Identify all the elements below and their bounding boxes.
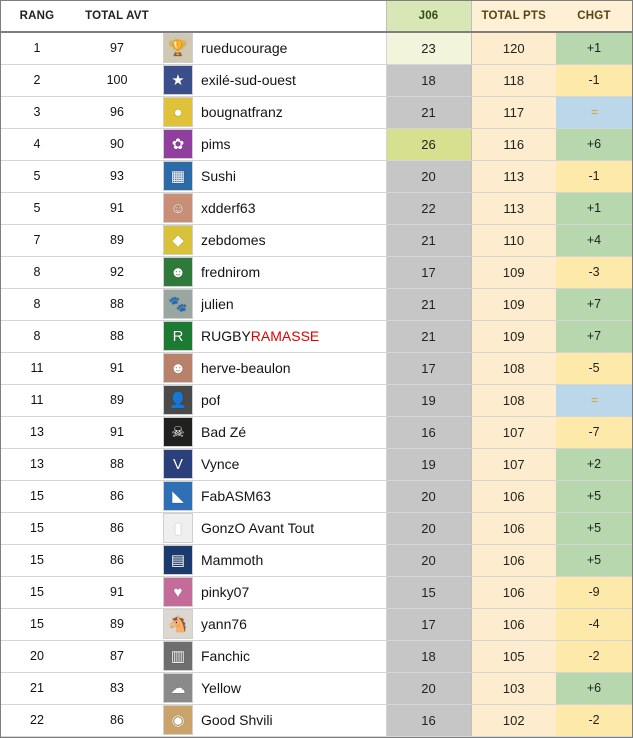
table-header (1, 1, 632, 32)
cell-j06: 21 (386, 288, 471, 320)
player-cell-content (161, 97, 386, 127)
cell-total-avt: 88 (73, 288, 161, 320)
player-name-text: bougnatfranz (201, 104, 283, 120)
cell-chgt: +7 (556, 320, 632, 352)
avatar-glyph-icon: 🐴 (168, 615, 188, 633)
cell-rang: 13 (1, 448, 73, 480)
cell-j06: 16 (386, 704, 471, 736)
cell-rang: 15 (1, 512, 73, 544)
cell-chgt: -7 (556, 416, 632, 448)
avatar-good-shvili (163, 705, 193, 735)
table-row (1, 96, 632, 128)
avatar-yann76 (163, 609, 193, 639)
player-cell-content (161, 33, 386, 63)
avatar-glyph-icon: 🏆 (168, 39, 188, 57)
cell-total-pts: 108 (471, 384, 556, 416)
cell-j06: 21 (386, 320, 471, 352)
cell-total-avt: 89 (73, 608, 161, 640)
avatar-glyph-icon: ☻ (170, 359, 186, 377)
cell-player (161, 352, 386, 384)
table-row (1, 416, 632, 448)
cell-total-pts: 107 (471, 416, 556, 448)
cell-j06: 20 (386, 160, 471, 192)
cell-total-avt: 87 (73, 640, 161, 672)
cell-chgt: +5 (556, 480, 632, 512)
cell-total-pts: 120 (471, 32, 556, 64)
player-name[interactable] (201, 264, 260, 280)
player-name[interactable] (201, 72, 296, 88)
player-name-text: frednirom (201, 264, 261, 280)
avatar-glyph-icon: ◣ (172, 487, 184, 505)
player-cell-content (161, 65, 386, 95)
avatar-glyph-icon: ◉ (171, 711, 185, 729)
player-name[interactable] (201, 424, 246, 440)
cell-rang: 7 (1, 224, 73, 256)
cell-j06: 21 (386, 96, 471, 128)
cell-total-pts: 108 (471, 352, 556, 384)
cell-total-pts: 110 (471, 224, 556, 256)
cell-j06: 19 (386, 448, 471, 480)
avatar-glyph-icon: ✿ (171, 135, 185, 153)
avatar-glyph-icon: R (172, 327, 184, 345)
cell-total-pts: 116 (471, 128, 556, 160)
cell-total-pts: 109 (471, 256, 556, 288)
cell-total-pts: 107 (471, 448, 556, 480)
player-cell-content (161, 257, 386, 287)
cell-j06: 17 (386, 256, 471, 288)
cell-rang: 11 (1, 352, 73, 384)
table-row (1, 544, 632, 576)
cell-total-avt: 89 (73, 384, 161, 416)
avatar-xdderf63 (163, 193, 193, 223)
avatar-pinky07 (163, 577, 193, 607)
column-header-chgt[interactable]: CHGT (556, 1, 632, 32)
cell-total-avt: 100 (73, 64, 161, 96)
cell-rang: 22 (1, 704, 73, 736)
cell-player (161, 480, 386, 512)
column-header-total-pts[interactable]: TOTAL PTS (471, 1, 556, 32)
player-name-text: Vynce (201, 456, 240, 472)
avatar-glyph-icon: ▮ (173, 519, 183, 537)
cell-player (161, 64, 386, 96)
cell-j06: 17 (386, 352, 471, 384)
cell-chgt: +1 (556, 32, 632, 64)
table-row (1, 64, 632, 96)
cell-rang: 5 (1, 160, 73, 192)
player-name-text: Sushi (201, 168, 237, 184)
cell-chgt (556, 384, 632, 416)
player-cell-content (161, 289, 386, 319)
avatar-rugbyramasse (163, 321, 193, 351)
cell-chgt: -5 (556, 352, 632, 384)
avatar-exile-sud-ouest (163, 65, 193, 95)
cell-total-avt: 91 (73, 416, 161, 448)
player-cell-content (161, 641, 386, 671)
cell-player (161, 384, 386, 416)
avatar-sushi (163, 161, 193, 191)
player-cell-content (161, 321, 386, 351)
equal-icon: = (590, 105, 597, 119)
cell-chgt (556, 96, 632, 128)
player-name-text: rueducourage (201, 40, 288, 57)
player-name-text: yann76 (201, 616, 247, 632)
cell-total-pts: 106 (471, 512, 556, 544)
cell-player (161, 512, 386, 544)
player-name[interactable] (201, 680, 241, 696)
cell-total-pts: 109 (471, 320, 556, 352)
player-name-text: GonzO Avant Tout (201, 520, 315, 536)
cell-chgt: -3 (556, 256, 632, 288)
cell-total-avt: 88 (73, 320, 161, 352)
avatar-bad-ze (163, 417, 193, 447)
cell-total-pts: 105 (471, 640, 556, 672)
cell-player (161, 288, 386, 320)
cell-rang: 21 (1, 672, 73, 704)
player-cell-content (161, 577, 386, 607)
player-name[interactable] (201, 360, 291, 376)
table-row (1, 320, 632, 352)
avatar-glyph-icon: ♥ (173, 583, 183, 601)
player-name-text: Mammoth (201, 552, 264, 568)
avatar-fabasm63 (163, 481, 193, 511)
cell-total-pts: 113 (471, 192, 556, 224)
cell-rang: 1 (1, 32, 73, 64)
table-row (1, 288, 632, 320)
cell-chgt: +1 (556, 192, 632, 224)
player-name[interactable] (201, 200, 255, 216)
player-name-text: xdderf63 (201, 200, 256, 216)
avatar-yellow (163, 673, 193, 703)
avatar-vynce (163, 449, 193, 479)
cell-chgt: +6 (556, 128, 632, 160)
ranking-table (1, 1, 632, 737)
cell-player (161, 32, 386, 64)
cell-rang: 11 (1, 384, 73, 416)
cell-j06: 23 (386, 32, 471, 64)
player-name-text: FabASM63 (201, 488, 272, 504)
cell-total-avt: 91 (73, 352, 161, 384)
cell-player (161, 96, 386, 128)
avatar-glyph-icon: ▥ (170, 647, 186, 665)
cell-j06: 19 (386, 384, 471, 416)
player-name[interactable] (201, 552, 263, 568)
cell-chgt: -1 (556, 160, 632, 192)
table-row (1, 448, 632, 480)
cell-j06: 20 (386, 512, 471, 544)
player-name[interactable] (201, 712, 273, 728)
cell-chgt: -2 (556, 704, 632, 736)
cell-chgt: +5 (556, 544, 632, 576)
player-name-text: Fanchic (201, 648, 251, 664)
cell-player (161, 160, 386, 192)
cell-rang: 15 (1, 576, 73, 608)
cell-j06: 20 (386, 672, 471, 704)
table-row (1, 672, 632, 704)
table-row (1, 640, 632, 672)
player-cell-content (161, 545, 386, 575)
cell-j06: 22 (386, 192, 471, 224)
cell-rang: 4 (1, 128, 73, 160)
avatar-glyph-icon: ◆ (172, 231, 184, 249)
avatar-glyph-icon: ☠ (171, 423, 185, 441)
player-name-text: pinky07 (201, 584, 250, 600)
table-row (1, 352, 632, 384)
player-cell-content (161, 193, 386, 223)
cell-rang: 8 (1, 320, 73, 352)
table-row (1, 480, 632, 512)
cell-j06: 26 (386, 128, 471, 160)
cell-total-pts: 109 (471, 288, 556, 320)
player-name[interactable] (201, 104, 283, 120)
avatar-herve-beaulon (163, 353, 193, 383)
player-name-text: pims (201, 136, 231, 152)
column-header-rang[interactable]: RANG (1, 1, 73, 32)
cell-total-avt: 91 (73, 192, 161, 224)
cell-total-pts: 118 (471, 64, 556, 96)
cell-total-avt: 86 (73, 512, 161, 544)
cell-rang: 5 (1, 192, 73, 224)
column-header-player[interactable] (161, 1, 386, 32)
cell-j06: 18 (386, 64, 471, 96)
player-cell-content (161, 129, 386, 159)
cell-rang: 13 (1, 416, 73, 448)
header-row (1, 1, 632, 32)
player-name-text: julien (201, 296, 234, 312)
cell-chgt: -2 (556, 640, 632, 672)
avatar-gonzo-avant-tout (163, 513, 193, 543)
cell-player (161, 672, 386, 704)
avatar-glyph-icon: 👤 (168, 391, 188, 409)
cell-total-avt: 88 (73, 448, 161, 480)
player-name[interactable] (201, 136, 231, 152)
player-name-text: pof (201, 392, 221, 408)
cell-total-avt: 83 (73, 672, 161, 704)
player-name[interactable] (201, 296, 234, 312)
avatar-glyph-icon: V (172, 455, 183, 473)
player-cell-content (161, 705, 386, 735)
player-name-text: exilé-sud-ouest (201, 72, 296, 88)
player-name-text: RUGBY (201, 328, 251, 344)
cell-total-pts: 103 (471, 672, 556, 704)
cell-player (161, 416, 386, 448)
cell-chgt: +6 (556, 672, 632, 704)
player-name[interactable] (201, 392, 220, 408)
cell-total-pts: 106 (471, 544, 556, 576)
avatar-julien (163, 289, 193, 319)
cell-j06: 21 (386, 224, 471, 256)
cell-player (161, 128, 386, 160)
cell-player (161, 608, 386, 640)
player-cell-content (161, 353, 386, 383)
avatar-glyph-icon: ▦ (170, 167, 186, 185)
avatar-bougnatfranz (163, 97, 193, 127)
player-name[interactable] (201, 616, 247, 632)
cell-rang: 15 (1, 544, 73, 576)
player-name[interactable] (201, 488, 271, 504)
table-row (1, 512, 632, 544)
player-name[interactable] (201, 648, 250, 664)
avatar-rueducourage (163, 33, 193, 63)
player-name[interactable] (201, 328, 319, 344)
cell-player (161, 320, 386, 352)
avatar-mammoth (163, 545, 193, 575)
cell-chgt: -9 (556, 576, 632, 608)
avatar-glyph-icon: ▤ (170, 551, 186, 569)
player-cell-content (161, 385, 386, 415)
avatar-glyph-icon: 🐾 (168, 295, 188, 313)
player-cell-content (161, 673, 386, 703)
cell-j06: 15 (386, 576, 471, 608)
cell-rang: 3 (1, 96, 73, 128)
avatar-glyph-icon: ★ (171, 71, 185, 89)
player-cell-content (161, 609, 386, 639)
player-name-highlight: RAMASSE (250, 328, 320, 344)
avatar-fanchic (163, 641, 193, 671)
player-cell-content (161, 161, 386, 191)
cell-player (161, 256, 386, 288)
cell-total-pts: 113 (471, 160, 556, 192)
player-name[interactable] (201, 520, 314, 536)
cell-chgt: +2 (556, 448, 632, 480)
cell-player (161, 224, 386, 256)
player-name-text: Bad Zé (201, 424, 247, 440)
cell-chgt: -4 (556, 608, 632, 640)
cell-j06: 18 (386, 640, 471, 672)
player-name[interactable] (201, 456, 239, 472)
cell-rang: 8 (1, 288, 73, 320)
cell-j06: 17 (386, 608, 471, 640)
cell-chgt: +5 (556, 512, 632, 544)
player-name-text: Good Shvili (201, 712, 273, 728)
player-cell-content (161, 513, 386, 543)
cell-j06: 16 (386, 416, 471, 448)
cell-rang: 15 (1, 608, 73, 640)
table-row (1, 128, 632, 160)
table-row (1, 160, 632, 192)
cell-j06: 20 (386, 480, 471, 512)
cell-total-avt: 91 (73, 576, 161, 608)
cell-total-avt: 86 (73, 704, 161, 736)
table-row (1, 704, 632, 736)
avatar-glyph-icon: ● (173, 103, 183, 121)
avatar-frednirom (163, 257, 193, 287)
table-row (1, 256, 632, 288)
avatar-glyph-icon: ☻ (170, 263, 186, 281)
cell-player (161, 640, 386, 672)
cell-total-avt: 96 (73, 96, 161, 128)
cell-total-avt: 92 (73, 256, 161, 288)
cell-player (161, 704, 386, 736)
cell-rang: 2 (1, 64, 73, 96)
player-cell-content (161, 225, 386, 255)
table-row (1, 384, 632, 416)
cell-total-avt: 97 (73, 32, 161, 64)
player-name[interactable] (201, 168, 236, 184)
equal-icon: = (590, 393, 597, 407)
table-row (1, 32, 632, 64)
column-header-total-avt[interactable]: TOTAL AVT (73, 1, 161, 32)
player-name[interactable] (201, 584, 249, 600)
cell-total-pts: 106 (471, 576, 556, 608)
cell-player (161, 544, 386, 576)
column-header-j06[interactable]: J06 (386, 1, 471, 32)
avatar-glyph-icon: ☺ (170, 199, 186, 217)
cell-total-avt: 89 (73, 224, 161, 256)
table-row (1, 224, 632, 256)
table-row (1, 192, 632, 224)
avatar-zebdomes (163, 225, 193, 255)
cell-chgt: +4 (556, 224, 632, 256)
table-row (1, 576, 632, 608)
table-body (1, 32, 632, 736)
avatar-pims (163, 129, 193, 159)
player-cell-content (161, 417, 386, 447)
cell-total-pts: 106 (471, 480, 556, 512)
player-cell-content (161, 449, 386, 479)
cell-total-pts: 106 (471, 608, 556, 640)
player-name-text: Yellow (201, 680, 241, 696)
cell-total-pts: 102 (471, 704, 556, 736)
cell-player (161, 192, 386, 224)
player-name[interactable] (201, 40, 287, 56)
cell-total-avt: 90 (73, 128, 161, 160)
cell-rang: 15 (1, 480, 73, 512)
player-cell-content (161, 481, 386, 511)
player-name[interactable] (201, 232, 266, 248)
cell-rang: 8 (1, 256, 73, 288)
cell-player (161, 448, 386, 480)
cell-total-avt: 86 (73, 544, 161, 576)
cell-chgt: +7 (556, 288, 632, 320)
avatar-pof (163, 385, 193, 415)
cell-player (161, 576, 386, 608)
cell-chgt: -1 (556, 64, 632, 96)
cell-total-avt: 93 (73, 160, 161, 192)
cell-total-avt: 86 (73, 480, 161, 512)
player-name-text: zebdomes (201, 232, 266, 248)
cell-total-pts: 117 (471, 96, 556, 128)
cell-rang: 20 (1, 640, 73, 672)
cell-j06: 20 (386, 544, 471, 576)
player-name-text: herve-beaulon (201, 360, 291, 376)
avatar-glyph-icon: ☁ (170, 679, 186, 697)
table-row (1, 608, 632, 640)
